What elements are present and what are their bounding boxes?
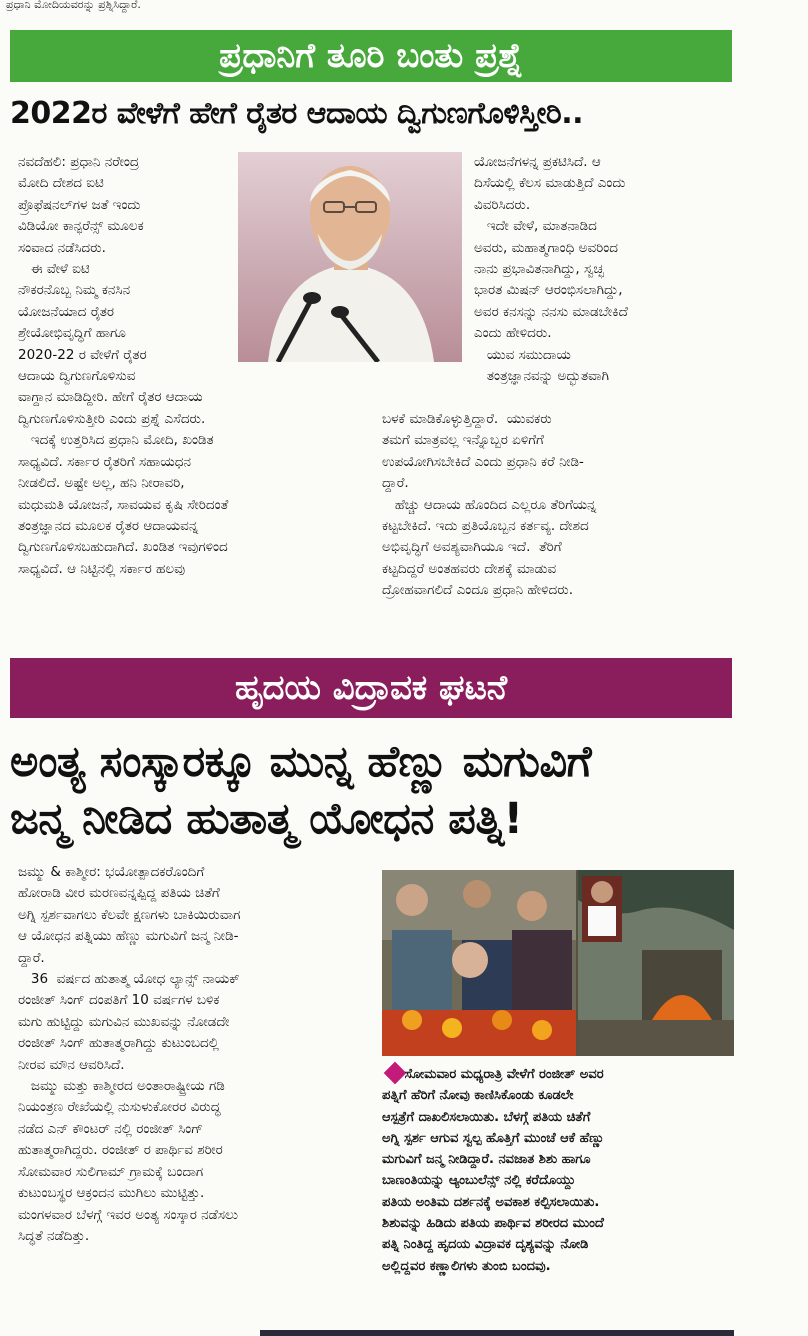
story2-headline-line1: ಅಂತ್ಯ ಸಂಸ್ಕಾರಕ್ಕೂ ಮುನ್ನ ಹೆಣ್ಣು ಮಗುವಿಗೆ — [10, 737, 592, 787]
story2-headline — [10, 734, 800, 848]
previous-story-fragment: ಪ್ರಧಾನಿ ಮೋದಿಯವರನ್ನು ಪ್ರಶ್ನಿಸಿದ್ದಾರೆ. — [6, 0, 141, 11]
pm-speaking-photo — [238, 152, 462, 362]
story2-banner-text: ಹೃದಯ ವಿದ್ರಾವಕ ಘಟನೆ — [234, 668, 508, 708]
story1-column-3: ಯೋಜನೆಗಳನ್ನ ಪ್ರಕಟಿಸಿದೆ. ಆ ದಿಸೆಯಲ್ಲಿ ಕೆಲಸ ಮಾಡುತ್ತಿದೆ ಎಂದು ವಿವರಿಸಿದರು. ಇದೇ ವೇಳೆ, ಮಾತನಾಡಿದ ಅವರು, ಮಹಾತ್ಮಗಾಂಧಿ ಅವರಿಂದ ನಾನು ಪ್ರಭಾವಿತನಾಗಿದ್ದು, ಸ್ವಚ್ಛ ಭಾರತ ಮಿಷನ್ ಆರಂಭಿಸಲಾಗಿದ್ದು, ಅವರ ಕನಸನ್ನು ನನಸು ಮಾಡಬೇಕಿದೆ ಎಂದು ಹೇಳಿದರು. ಯುವ ಸಮುದಾಯ ತಂತ್ರಜ್ಞಾನವನ್ನು ಅದ್ಭುತವಾಗಿ — [474, 154, 628, 385]
story1-column-continued: ಬಳಕೆ ಮಾಡಿಕೊಳ್ಳುತ್ತಿದ್ದಾರೆ. ಯುವಕರು ತಮಗೆ ಮಾತ್ರವಲ್ಲ ಇನ್ನೊಬ್ಬರ ಏಳಿಗೆಗೆ ಉಪಯೋಗಿಸಬೇಕಿದೆ ಎಂದು ಪ್ರಧಾನಿ ಕರೆ ನೀಡಿ- ದ್ದಾರೆ. ಹೆಚ್ಚು ಆದಾಯ ಹೊಂದಿದ ಎಲ್ಲರೂ ತೆರಿಗೆಯನ್ನ ಕಟ್ಟಬೇಕಿದೆ. ಇದು ಪ್ರತಿಯೊಬ್ಬನ ಕರ್ತವ್ಯ. ದೇಶದ ಅಭಿವೃದ್ಧಿಗೆ ಅವಶ್ಯವಾಗಿಯೂ ಇದೆ. ತೆರಿಗೆ ಕಟ್ಟದಿದ್ದರೆ ಅಂತಹವರು ದೇಶಕ್ಕೆ ಮಾಡುವ ದ್ರೋಹವಾಗಲಿದೆ ಎಂದೂ ಪ್ರಧಾನಿ ಹೇಳಿದರು. — [382, 411, 597, 599]
story2-body: ಜಮ್ಮು & ಕಾಶ್ಮೀರ: ಭಯೋತ್ಪಾದಕರೊಂದಿಗೆ ಹೋರಾಡಿ ವೀರ ಮರಣವನ್ನಪ್ಪಿದ್ದ ಪತಿಯ ಚಿತೆಗೆ ಅಗ್ನಿ ಸ್ಪರ್ಶವಾಗಲು ಕೆಲವೇ ಕ್ಷಣಗಳು ಬಾಕಿಯಿರುವಾಗ ಆ ಯೋಧನ ಪತ್ನಿಯು ಹೆಣ್ಣು ಮಗುವಿಗೆ ಜನ್ಮ ನೀಡಿ- ದ್ದಾರೆ. 36 ವರ್ಷದ ಹುತಾತ್ಮ ಯೋಧ ಲ್ಯಾನ್ಸ್ ನಾಯಕ್ ರಂಜೀತ್ ಸಿಂಗ್ ದಂಪತಿಗೆ 10 ವರ್ಷಗಳ ಬಳಿಕ ಮಗು ಹುಟ್ಟಿದ್ದು ಮಗುವಿನ ಮುಖವನ್ನು ನೋಡದೇ ರಂಜೀತ್ ಸಿಂಗ್ ಹುತಾತ್ಮರಾಗಿದ್ದು ಕುಟುಂಬದಲ್ಲಿ ನೀರವ ಮೌನ ಆವರಿಸಿದೆ. ಜಮ್ಮು ಮತ್ತು ಕಾಶ್ಮೀರದ ಅಂತಾರಾಷ್ಟ್ರೀಯ ಗಡಿ ನಿಯಂತ್ರಣ ರೇಖೆಯಲ್ಲಿ ನುಸುಳುಕೋರರ ವಿರುದ್ಧ ನಡೆದ ಎನ್ ಕೌಂಟರ್ ನಲ್ಲಿ ರಂಜೀತ್ ಸಿಂಗ್ ಹುತಾತ್ಮರಾಗಿದ್ದರು. ರಂಜೀತ್ ರ ಪಾರ್ಥಿವ ಶರೀರ ಸೋಮವಾರ ಸುಲಿಗಾಮ್ ಗ್ರಾಮಕ್ಕೆ ಬಂದಾಗ ಕುಟುಂಬಸ್ಥರ ಆಕ್ರಂದನ ಮುಗಿಲು ಮುಟ್ಟಿತ್ತು. ಮಂಗಳವಾರ ಬೆಳಗ್ಗೆ ಇವರ ಅಂತ್ಯ ಸಂಸ್ಕಾರ ನಡೆಸಲು ಸಿದ್ಧತೆ ನಡೆದಿತ್ತು. — [18, 864, 241, 1244]
story1-column-1: ನವದೆಹಲಿ: ಪ್ರಧಾನಿ ನರೇಂದ್ರ ಮೋದಿ ದೇಶದ ಐಟಿ ಪ್ರೊಫೆಷನಲ್‌ಗಳ ಜತೆ ಇಂದು ವಿಡಿಯೋ ಕಾನ್ಫರೆನ್ಸ್ ಮೂಲಕ ಸಂವಾದ ನಡೆಸಿದರು. ಈ ವೇಳೆ ಐಟಿ ನೌಕರನೊಬ್ಬ ನಿಮ್ಮ ಕನಸಿನ ಯೋಜನೆಯಾದ ರೈತರ ಶ್ರೇಯೋಭಿವೃದ್ಧಿಗೆ ಹಾಗೂ 2020-22 ರ ವೇಳೆಗೆ ರೈತರ ಆದಾಯ ದ್ವಿಗುಣಗೊಳಿಸುವ ವಾಗ್ದಾನ ಮಾಡಿದ್ದೀರಿ. ಹೇಗೆ ರೈತರ ಆದಾಯ ದ್ವಿಗುಣಗೊಳಿಸುತ್ತೀರಿ ಎಂದು ಪ್ರಶ್ನೆ ಎಸೆದರು. ಇದಕ್ಕೆ ಉತ್ತರಿಸಿದ ಪ್ರಧಾನಿ ಮೋದಿ, ಖಂಡಿತ ಸಾಧ್ಯವಿದೆ. ಸರ್ಕಾರ ರೈತರಿಗೆ ಸಹಾಯಧನ ನೀಡಲಿದೆ. ಅಷ್ಟೇ ಅಲ್ಲ, ಹನಿ ನೀರಾವರಿ, ಮಧುಮತಿ ಯೋಜನೆ, ಸಾವಯವ ಕೃಷಿ ಸೇರಿದಂತೆ ತಂತ್ರಜ್ಞಾನದ ಮೂಲಕ ರೈತರ ಆದಾಯವನ್ನ ದ್ವಿಗುಣಗೊಳಿಸಬಹುದಾಗಿದೆ. ಖಂಡಿತ ಇವುಗಳಿಂದ ಸಾಧ್ಯವಿದೆ. ಆ ನಿಟ್ಟಿನಲ್ಲಿ ಸರ್ಕಾರ ಹಲವು — [18, 154, 229, 577]
funeral-photo-collage — [382, 870, 734, 1056]
story1-headline: 2022ರ ವೇಳೆಗೆ ಹೇಗೆ ರೈತರ ಆದಾಯ ದ್ವಿಗುಣಗೊಳಿಸ್ತೀರಿ.. — [10, 96, 583, 131]
story1-banner — [10, 30, 732, 82]
bottom-divider — [260, 1330, 734, 1336]
story2-banner — [10, 658, 732, 718]
story1-banner-text: ಪ್ರಧಾನಿಗೆ ತೂರಿ ಬಂತು ಪ್ರಶ್ನೆ — [219, 36, 523, 76]
photo-caption: ಸೋಮವಾರ ಮಧ್ಯರಾತ್ರಿ ವೇಳೆಗೆ ರಂಜೀತ್ ಅವರ ಪತ್ನಿಗೆ ಹೆರಿಗೆ ನೋವು ಕಾಣಿಸಿಕೊಂಡು ಕೂಡಲೇ ಆಸ್ಪತ್ರೆಗೆ ದಾಖಲಿಸಲಾಯಿತು. ಬೆಳಗ್ಗೆ ಪತಿಯ ಚಿತೆಗೆ ಅಗ್ನಿ ಸ್ಪರ್ಶ ಆಗುವ ಸ್ವಲ್ಪ ಹೊತ್ತಿಗೆ ಮುಂಚೆ ಆಕೆ ಹೆಣ್ಣು ಮಗುವಿಗೆ ಜನ್ಮ ನೀಡಿದ್ದಾರೆ. ನವಜಾತ ಶಿಶು ಹಾಗೂ ಬಾಣಂತಿಯನ್ನು ಆ್ಯಂಬುಲೆನ್ಸ್ ನಲ್ಲಿ ಕರೆದೊಯ್ದು ಪತಿಯ ಅಂತಿಮ ದರ್ಶನಕ್ಕೆ ಅವಕಾಶ ಕಲ್ಪಿಸಲಾಯಿತು. ಶಿಶುವನ್ನು ಹಿಡಿದು ಪತಿಯ ಪಾರ್ಥಿವ ಶರೀರದ ಮುಂದೆ ಪತ್ನಿ ನಿಂತಿದ್ದ ಹೃದಯ ವಿದ್ರಾವಕ ದೃಶ್ಯವನ್ನು ನೋಡಿ ಅಲ್ಲಿದ್ದವರ ಕಣ್ಣಾಲಿಗಳು ತುಂಬಿ ಬಂದವು. — [382, 1067, 605, 1274]
story2-headline-line2: ಜನ್ಮ ನೀಡಿದ ಹುತಾತ್ಮ ಯೋಧನ ಪತ್ನಿ! — [10, 794, 523, 844]
